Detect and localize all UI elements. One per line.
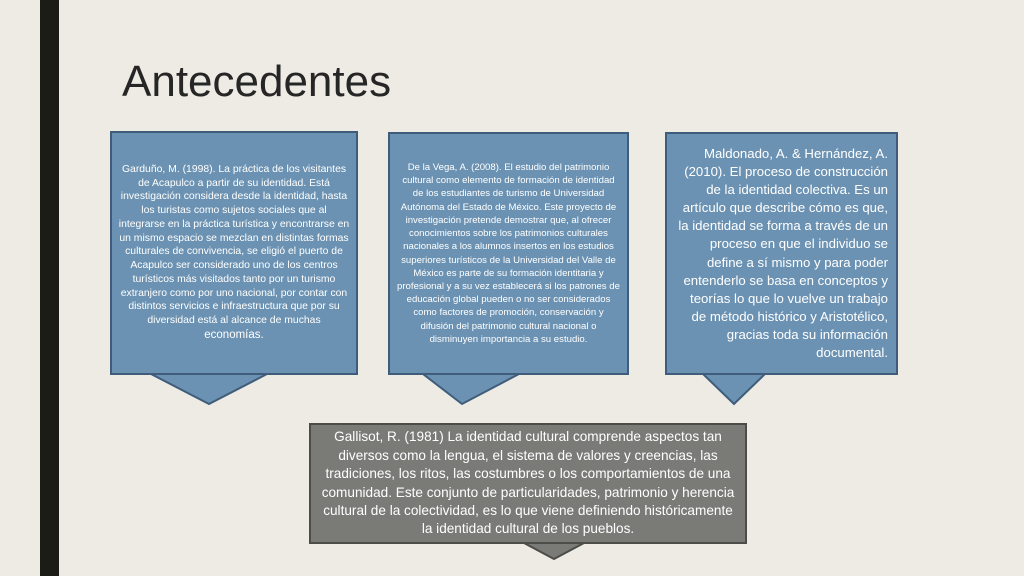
callout-gallisot-text: Gallisot, R. (1981) La identidad cultural comprende aspectos tan diversos como la lengua, el sistema de valores y creencias, las tradiciones, los ritos, las costumbres o los comportamientos de una comunidad. Este conjunto de particularidades, patrimonio y herencia cultural de la colectividad, es lo que viene definiendo históricamente la identidad cultural de los pueblos. (321, 429, 735, 537)
decorative-side-bar (40, 0, 59, 576)
callout-2-pointer (422, 373, 522, 407)
callout-garduno-body: Garduño, M. (1998). La práctica de los visitantes de Acapulco a partir de su identidad. Está investigación considera desde la identidad, hasta los turistas como sujetos sociales que al integrarse en la práctica turística y encontrarse en un mismo espacio se mezclan en distintas formas culturales de convivencia, se eligió el puerto de Acapulco ser considerado uno de los centros turísticos más visitados tanto por un turismo extranjero como por uno nacional, por contar con distintos servicios e infraestructura que por su diversidad está al alcance de muchas (118, 164, 350, 327)
slide-title: Antecedentes (122, 57, 392, 106)
callout-de-la-vega (388, 132, 629, 375)
callout-1-pointer (150, 373, 270, 407)
callout-maldonado (665, 132, 898, 375)
callout-3-pointer (702, 373, 768, 407)
callout-de-la-vega-text: De la Vega, A. (2008). El estudio del patrimonio cultural como elemento de formación de identidad de los estudiantes de turismo de Universidad Autónoma del Estado de México. Este proyecto de investigación pretende demostrar que, al ofrecer conocimientos sobre los patrimonios culturales nacionales a los alumnos insertos en los estudios superiores turísticos de la Universidad del Valle de México es parte de su formación identitaria y profesional y a su vez establecerá si los patrones de educación global pueden o no ser considerados como factores de promoción, conservación y difusión del patrimonio cultural nacional o disminuyen importancia a su estudio. (397, 161, 620, 345)
callout-4-pointer (523, 542, 587, 562)
callout-gallisot (309, 423, 747, 544)
callout-garduno-text (118, 163, 350, 343)
callout-garduno (110, 131, 358, 375)
callout-maldonado-text: Maldonado, A. & Hernández, A. (2010). El proceso de construcción de la identidad colectiva. Es un artículo que describe cómo es que, la identidad se forma a través de un proceso en que el individuo se define a sí mismo y para poder entenderlo se basa en conceptos y teorías lo que lo vuelve un trabajo de método histórico y Aristotélico, gracias toda su información documental. (678, 146, 888, 360)
callout-garduno-tail: economías. (204, 328, 264, 341)
